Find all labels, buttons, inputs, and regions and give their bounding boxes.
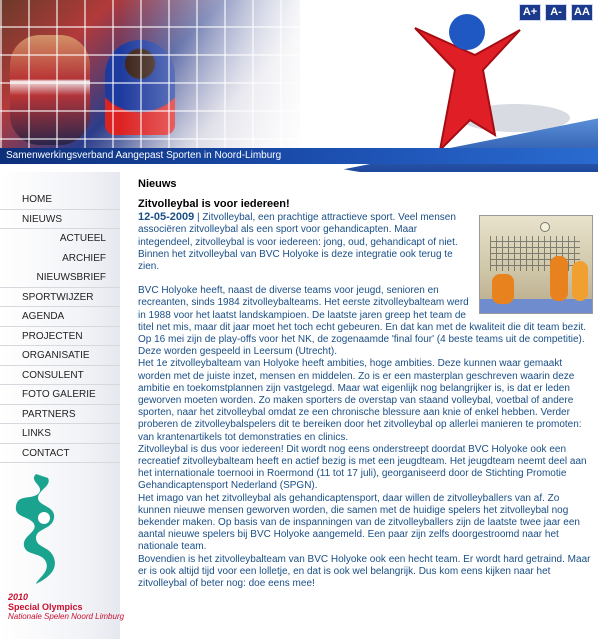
photo-player xyxy=(572,261,588,301)
nav-item-nieuws[interactable]: NIEUWS xyxy=(0,210,120,230)
photo-volleyball-icon xyxy=(540,222,550,232)
article-paragraph: BVC Holyoke heeft, naast de diverse teams voor jeugd, senioren en recreanten, sinds 1984 zitvolleybalteams. Het eerste zitvolleybalteam werd in 1988 voor het laatst landskampioen. De laatste jaren greep het team de titel net mis, maar dit jaar moet het toch echt gebeuren. En dat kan met de kwaliteit die dit team bezit. Op 16 mei zijn de play-offs voor het NK, de zogenaamde 'final four' (4 beste teams uit de competitie). Deze worden gespeeld in Leersum (Utrecht). xyxy=(138,285,587,358)
nav-item-contact[interactable]: CONTACT xyxy=(0,444,120,464)
nav-item-agenda[interactable]: AGENDA xyxy=(0,307,120,327)
font-reset-button[interactable]: AA xyxy=(571,4,593,21)
nav-item-foto-galerie[interactable]: FOTO GALERIE xyxy=(0,385,120,405)
special-olympics-figure-head xyxy=(38,512,50,524)
nav-item-home[interactable]: HOME xyxy=(0,190,120,210)
header-photo-collage xyxy=(0,0,300,150)
article-paragraph: Het imago van het zitvolleybal als gehandicaptensport, daar willen de zitvolleyballers van af. Zo kunnen nieuwe mensen geworven worden, die samen met de huidige spelers het zitvolleybal nog bekender maken. Op basis van de inspanningen van de zitvolleyballers zijn de laatste twee jaar een aantal nieuwe spelers bij BVC Holyoke aangemeld. Een paar zijn zelfs doorgestroomd naar het nationale team. xyxy=(138,492,580,553)
photo-player xyxy=(492,274,514,304)
article-title: Zitvolleybal is voor iedereen! xyxy=(138,198,290,211)
nav-subitem-actueel[interactable]: ACTUEEL xyxy=(59,233,106,244)
nav-subitem-nieuwsbrief[interactable]: NIEUWSBRIEF xyxy=(0,268,120,288)
nav-item-sportwijzer[interactable]: SPORTWIJZER xyxy=(0,288,120,308)
nav-item-organisatie[interactable]: ORGANISATIE xyxy=(0,346,120,366)
sidebar xyxy=(0,172,125,639)
nav-item-links[interactable]: LINKS xyxy=(0,424,120,444)
font-decrease-button[interactable]: A- xyxy=(545,4,567,21)
article-intro-text: | Zitvolleybal, een prachtige attractieve sport. Veel mensen associëren zitvolleybal als een sport voor gehandicapten. Maar integendeel, zitvolleybal is voor iedereen: jong, oud, gehandicapt of niet. Binnen het zitvolleybal van BVC Holyoke is deze integratie ook terug te zien. xyxy=(138,212,458,273)
special-olympics-figure xyxy=(16,474,55,584)
article-paragraph: Het 1e zitvolleybalteam van Holyoke heeft ambities, hoge ambities. Deze kunnen waar gemaakt worden met de juiste inzet, mensen en middelen. Zo is er een masterplan geschreven waarin deze ambitie en toekomstplannen zijn vastgelegd. Maar wat eigenlijk nog belangrijker is, is dat er leden geworven moeten worden. Zo maken sporters de overstap van staand volleybal, voetbal of andere sporten, naar het zitvolleybal omdat ze een chronische blessure aan knie of enkel hebben. Verder proberen de zitvolleybalspelers dit te bereiken door het zitvolleybal op allerlei manieren te promoten: van krantenartikels tot demonstraties en clinics. xyxy=(138,358,582,443)
page-title: Nieuws xyxy=(138,178,177,190)
special-olympics-caption xyxy=(8,592,125,622)
nav-item-partners[interactable]: PARTNERS xyxy=(0,405,120,425)
main-content xyxy=(138,178,593,590)
logo-ball xyxy=(449,14,485,50)
article-paragraph: Zitvolleybal is dus voor iedereen! Dit wordt nog eens onderstreept doordat BVC Holyoke ook een recreatief zitvolleybalteam heeft en actief bezig is met een jeugdteam. Het jeugdteam neemt deel aan het internationale toernooi in Roermond (11 tot 17 juli), georganiseerd door de Stichting Promotie Gehandicaptensport Nederland (SPGN). xyxy=(138,443,587,492)
font-increase-button[interactable]: A+ xyxy=(519,4,541,21)
article-paragraph: Bovendien is het zitvolleybalteam van BVC Holyoke ook een hecht team. Er wordt hard getraind. Maar er is ook altijd tijd voor een lolletje, en dat is ook wel belangrijk. Dus kom eens kijken naar het zitvolleybal of beter nog: doe eens mee! xyxy=(138,553,591,590)
nav-subitem-archief[interactable]: ARCHIEF xyxy=(62,252,106,264)
special-olympics-logo-icon[interactable] xyxy=(8,472,68,587)
header-photo-fade xyxy=(0,0,300,150)
page-header xyxy=(0,0,598,172)
photo-player xyxy=(550,256,568,301)
main-navigation xyxy=(0,190,120,463)
special-olympics-subtitle: Nationale Spelen Noord Limburg xyxy=(8,612,125,621)
nav-item-projecten[interactable]: PROJECTEN xyxy=(0,327,120,347)
nav-item-consulent[interactable]: CONSULENT xyxy=(0,366,120,386)
article-photo[interactable] xyxy=(479,215,593,314)
header-band xyxy=(0,148,598,164)
organization-name: Samenwerkingsverband Aangepast Sporten in Noord-Limburg xyxy=(6,150,282,161)
special-olympics-name: Special Olympics xyxy=(8,602,83,612)
article-date: 12-05-2009 xyxy=(138,211,195,224)
special-olympics-year: 2010 xyxy=(8,592,29,602)
